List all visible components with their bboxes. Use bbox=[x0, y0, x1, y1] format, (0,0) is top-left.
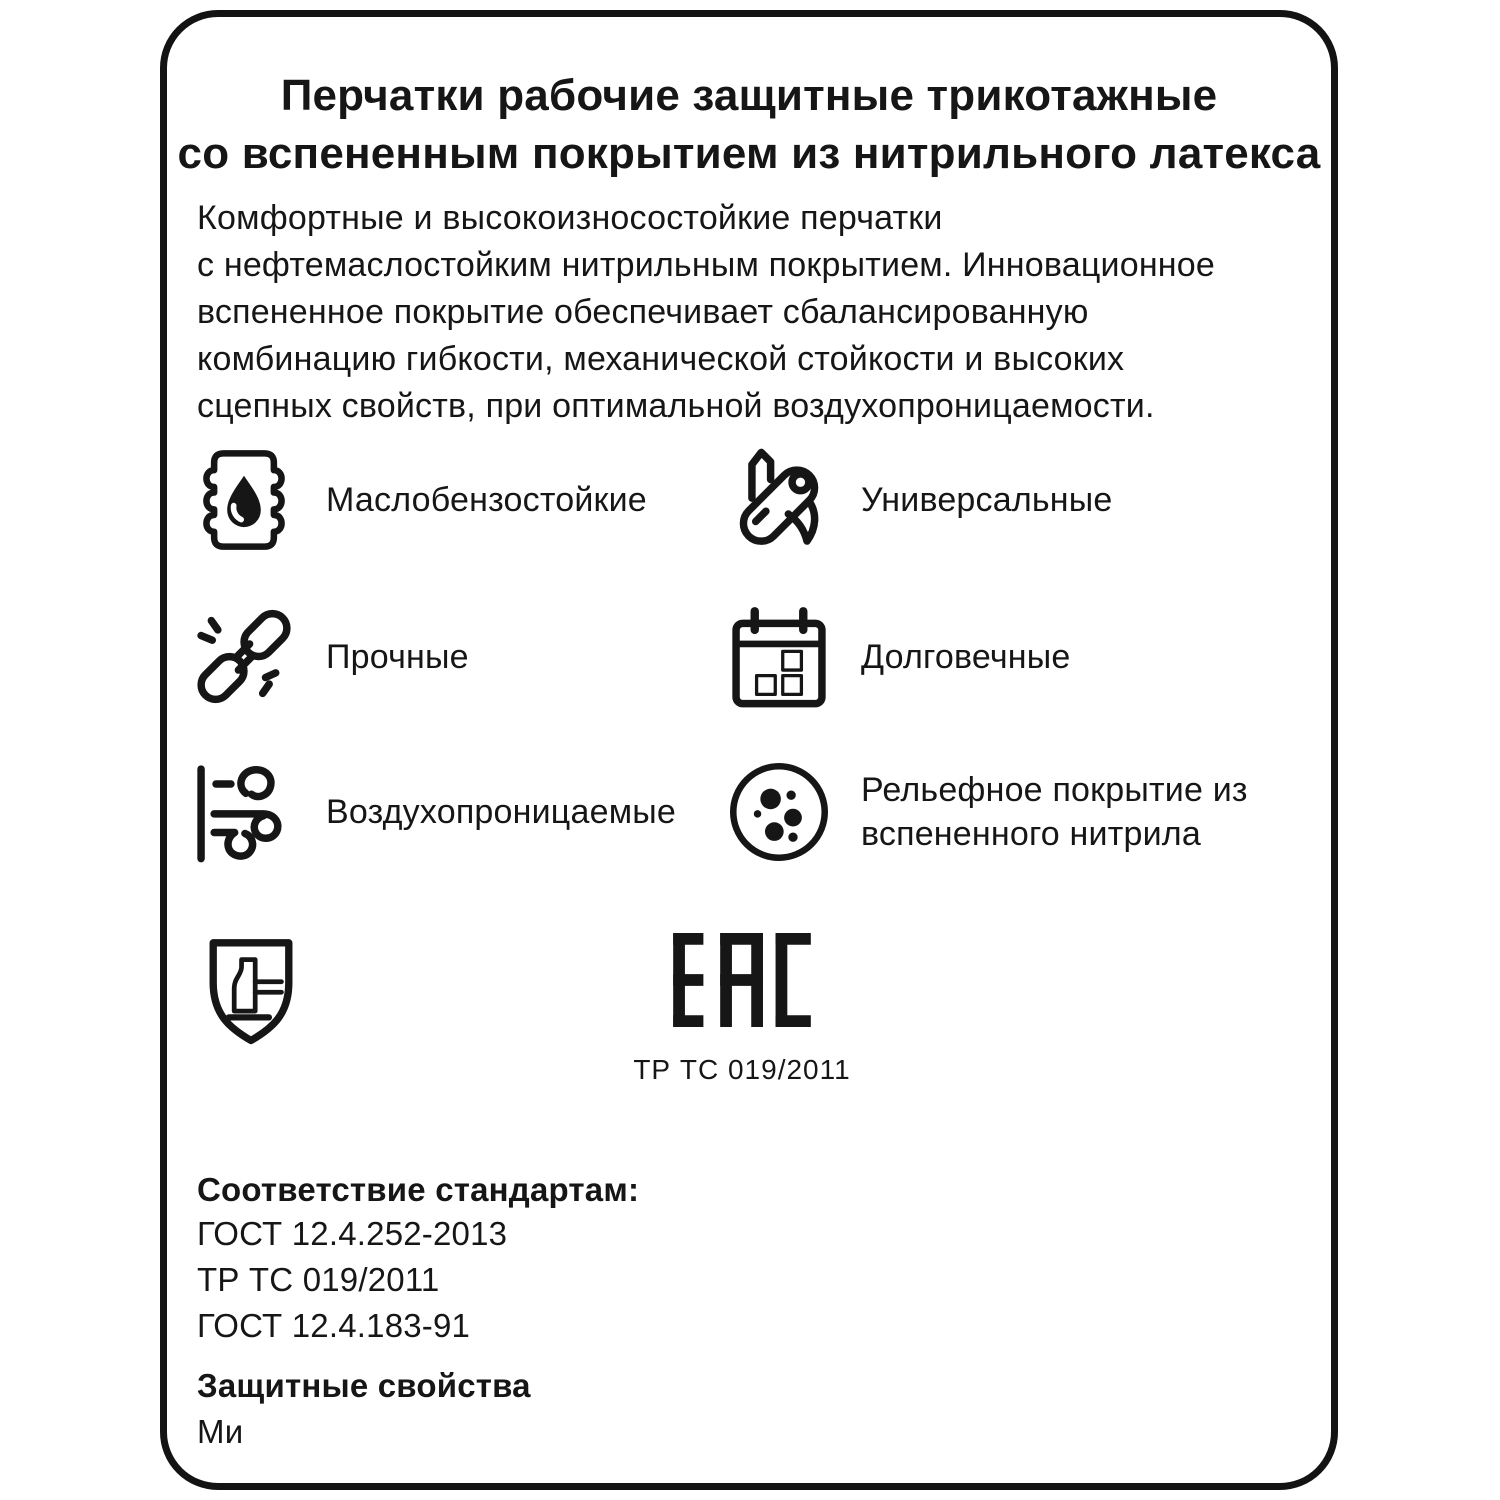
description-line: Комфортные и высокоизносостойкие перчатки bbox=[197, 199, 943, 237]
title-line-1: Перчатки рабочие защитные трикотажные bbox=[280, 71, 1218, 120]
feature-strong bbox=[188, 601, 469, 713]
shield-hammer-icon bbox=[188, 925, 314, 1051]
feature-label: Воздухопроницаемые bbox=[326, 793, 677, 831]
feature-breathable bbox=[188, 756, 676, 868]
product-description bbox=[197, 195, 1215, 430]
feature-universal bbox=[723, 444, 1113, 556]
oil-barrel-icon bbox=[188, 444, 300, 556]
description-line: сцепных свойств, при оптимальной воздухопроницаемости. bbox=[197, 387, 1155, 425]
eac-regulation: ТР ТС 019/2011 bbox=[633, 1054, 851, 1085]
title-line-2: со вспененным покрытием из нитрильного латекса bbox=[177, 129, 1321, 178]
feature-label: Долговечные bbox=[861, 638, 1071, 676]
wind-icon bbox=[188, 756, 300, 868]
eac-certification bbox=[617, 933, 867, 1086]
feature-oil-resistant bbox=[188, 444, 647, 556]
feature-label: Маслобензостойкие bbox=[326, 481, 647, 519]
standards-heading: Соответствие стандартам: bbox=[197, 1171, 640, 1208]
page-title bbox=[167, 67, 1331, 183]
description-line: с нефтемаслостойким нитрильным покрытием. Инновационное bbox=[197, 246, 1216, 284]
feature-mechanical-protection bbox=[188, 925, 314, 1051]
description-line: комбинацию гибкости, механической стойкости и высоких bbox=[197, 340, 1125, 378]
feature-label: Рельефное покрытие из вспененного нитрила bbox=[861, 771, 1248, 853]
multitool-icon bbox=[723, 444, 835, 556]
standards-section bbox=[197, 1170, 639, 1452]
standard-item: ГОСТ 12.4.252-2013 bbox=[197, 1215, 508, 1252]
description-line: вспененное покрытие обеспечивает сбалансированную bbox=[197, 293, 1089, 331]
feature-label: Прочные bbox=[326, 638, 469, 676]
feature-long-lasting bbox=[723, 601, 1070, 713]
product-info-card bbox=[160, 10, 1338, 1490]
calendar-icon bbox=[723, 601, 835, 713]
foam-dots-icon bbox=[723, 756, 835, 868]
feature-label: Универсальные bbox=[861, 481, 1113, 519]
protective-properties-heading: Защитные свойства bbox=[197, 1367, 531, 1404]
feature-foam-coating bbox=[723, 756, 1291, 868]
broken-chain-icon bbox=[188, 601, 300, 713]
eac-mark-icon bbox=[673, 933, 811, 1027]
standard-item: ТР ТС 019/2011 bbox=[197, 1261, 440, 1298]
protective-properties-value: Ми bbox=[197, 1413, 244, 1450]
standard-item: ГОСТ 12.4.183-91 bbox=[197, 1307, 471, 1344]
